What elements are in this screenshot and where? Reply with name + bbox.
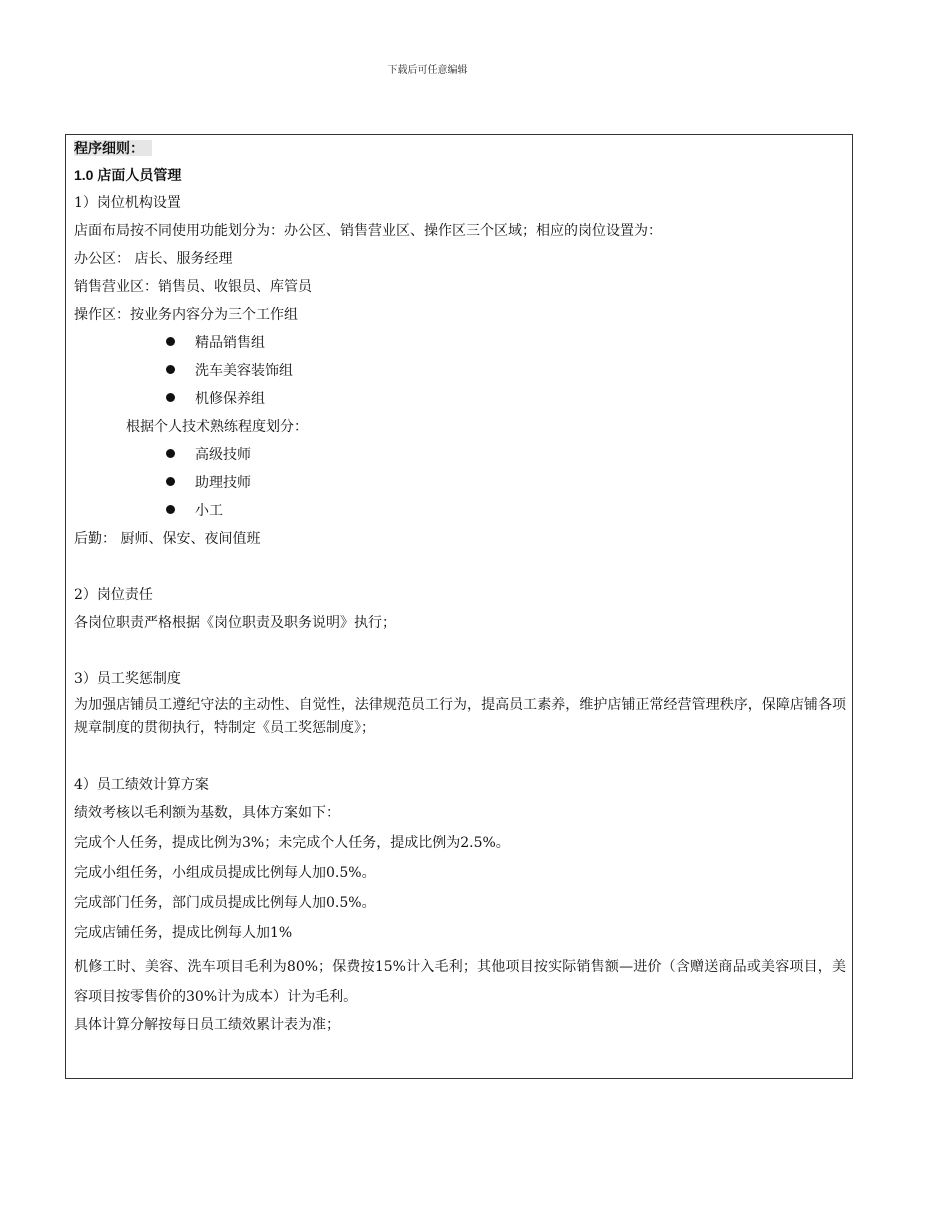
sales-line: 销售营业区：销售员、收银员、库管员 — [74, 279, 312, 295]
ops-line: 操作区：按业务内容分为三个工作组 — [74, 307, 298, 323]
s4-line-6: 具体计算分解按每日员工绩效累计表为准； — [74, 1017, 340, 1033]
bullet-icon — [166, 337, 175, 346]
bullet-icon — [166, 393, 175, 402]
bullet-icon — [166, 477, 175, 486]
s4-line-1: 完成个人任务，提成比例为3%；未完成个人任务，提成比例为2.5%。 — [74, 835, 510, 851]
s4-line-5: 机修工时、美容、洗车项目毛利为80%；保费按15%计入毛利；其他项目按实际销售额—进价（含赠送商品或美容项目，美容项目按零售价的30%计为成本）计为毛利。 — [74, 959, 846, 1005]
bullet-icon — [166, 505, 175, 514]
chapter-title: 1.0 店面人员管理 — [74, 167, 182, 183]
skill-intro: 根据个人技术熟练程度划分： — [126, 419, 308, 435]
list-item: 助理技师 — [166, 473, 251, 493]
s2-text: 各岗位职责严格根据《岗位职责及职务说明》执行； — [74, 615, 396, 631]
s3-text: 为加强店铺员工遵纪守法的主动性、自觉性，法律规范员工行为，提高员工素养，维护店铺正常经营管理秩序，保障店铺各项规章制度的贯彻执行，特制定《员工奖惩制度》； — [74, 697, 846, 736]
section-title — [74, 138, 152, 158]
office-line: 办公区： 店长、服务经理 — [74, 251, 233, 267]
list-item: 小工 — [166, 501, 223, 521]
page-header-note: 下载后可任意编辑 — [387, 65, 468, 76]
s1-intro: 店面布局按不同使用功能划分为：办公区、销售营业区、操作区三个区域；相应的岗位设置为： — [74, 223, 662, 239]
s4-intro: 绩效考核以毛利额为基数，具体方案如下： — [74, 805, 340, 821]
s1-title: 1）岗位机构设置 — [74, 195, 181, 211]
bullet-icon — [166, 365, 175, 374]
document-box — [65, 134, 853, 1079]
s4-line-3: 完成部门任务，部门成员提成比例每人加0.5%。 — [74, 895, 376, 911]
list-item: 精品销售组 — [166, 333, 265, 353]
list-item: 洗车美容装饰组 — [166, 361, 293, 381]
list-item: 高级技师 — [166, 445, 251, 465]
s4-line-4: 完成店铺任务，提成比例每人加1% — [74, 925, 293, 941]
list-item: 机修保养组 — [166, 389, 265, 409]
s4-line-2: 完成小组任务，小组成员提成比例每人加0.5%。 — [74, 865, 376, 881]
s3-title: 3）员工奖惩制度 — [74, 671, 181, 687]
s2-title: 2）岗位责任 — [74, 587, 153, 603]
bullet-icon — [166, 449, 175, 458]
section-title-text: 程序细则： — [74, 140, 152, 156]
logistics-line: 后勤： 厨师、保安、夜间值班 — [74, 531, 261, 547]
s4-title: 4）员工绩效计算方案 — [74, 777, 209, 793]
